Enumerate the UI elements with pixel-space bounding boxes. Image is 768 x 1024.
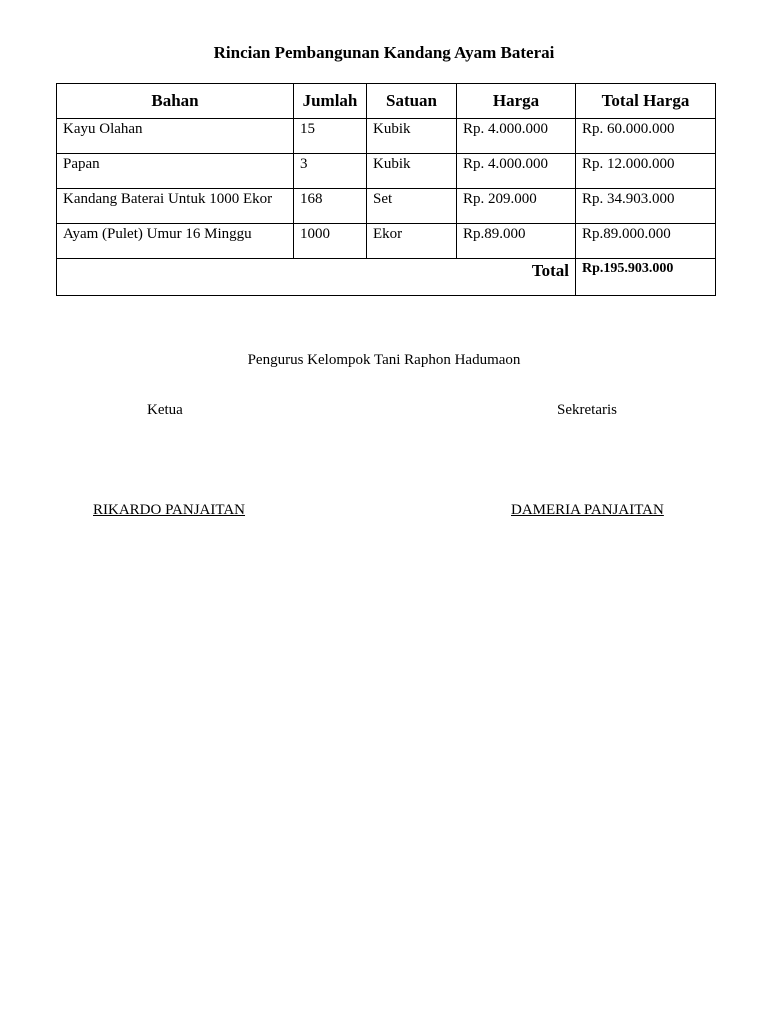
table-row	[57, 154, 716, 189]
cell-total-harga: Rp.89.000.000	[576, 224, 716, 259]
cell-satuan: Ekor	[367, 224, 457, 259]
cell-total-harga: Rp. 60.000.000	[576, 119, 716, 154]
cell-bahan: Ayam (Pulet) Umur 16 Minggu	[57, 224, 294, 259]
table-row	[57, 119, 716, 154]
cell-bahan: Kandang Baterai Untuk 1000 Ekor	[57, 189, 294, 224]
cell-jumlah: 15	[294, 119, 367, 154]
total-label: Total	[57, 259, 576, 296]
ketua-role-label: Ketua	[147, 402, 183, 418]
table-row	[57, 224, 716, 259]
table-header-row	[57, 84, 716, 119]
ketua-name: RIKARDO PANJAITAN	[93, 502, 246, 518]
cell-harga: Rp. 4.000.000	[457, 154, 576, 189]
cell-bahan: Papan	[57, 154, 294, 189]
column-header-satuan: Satuan	[367, 84, 457, 119]
column-header-harga: Harga	[457, 84, 576, 119]
document-title: Rincian Pembangunan Kandang Ayam Baterai	[213, 43, 555, 62]
column-header-jumlah: Jumlah	[294, 84, 367, 119]
cell-total-harga: Rp. 12.000.000	[576, 154, 716, 189]
cell-jumlah: 1000	[294, 224, 367, 259]
cell-satuan: Kubik	[367, 119, 457, 154]
cost-breakdown-table	[56, 83, 716, 296]
sekretaris-role-label: Sekretaris	[557, 402, 617, 418]
table-row	[57, 189, 716, 224]
cell-jumlah: 168	[294, 189, 367, 224]
organization-name: Pengurus Kelompok Tani Raphon Hadumaon	[247, 352, 521, 368]
cell-satuan: Set	[367, 189, 457, 224]
cell-satuan: Kubik	[367, 154, 457, 189]
cell-jumlah: 3	[294, 154, 367, 189]
total-row	[57, 259, 716, 296]
sekretaris-name: DAMERIA PANJAITAN	[511, 502, 664, 518]
cell-harga: Rp.89.000	[457, 224, 576, 259]
column-header-bahan: Bahan	[57, 84, 294, 119]
cell-total-harga: Rp. 34.903.000	[576, 189, 716, 224]
cell-harga: Rp. 4.000.000	[457, 119, 576, 154]
cell-harga: Rp. 209.000	[457, 189, 576, 224]
column-header-total-harga: Total Harga	[576, 84, 716, 119]
total-value: Rp.195.903.000	[576, 259, 716, 296]
cell-bahan: Kayu Olahan	[57, 119, 294, 154]
